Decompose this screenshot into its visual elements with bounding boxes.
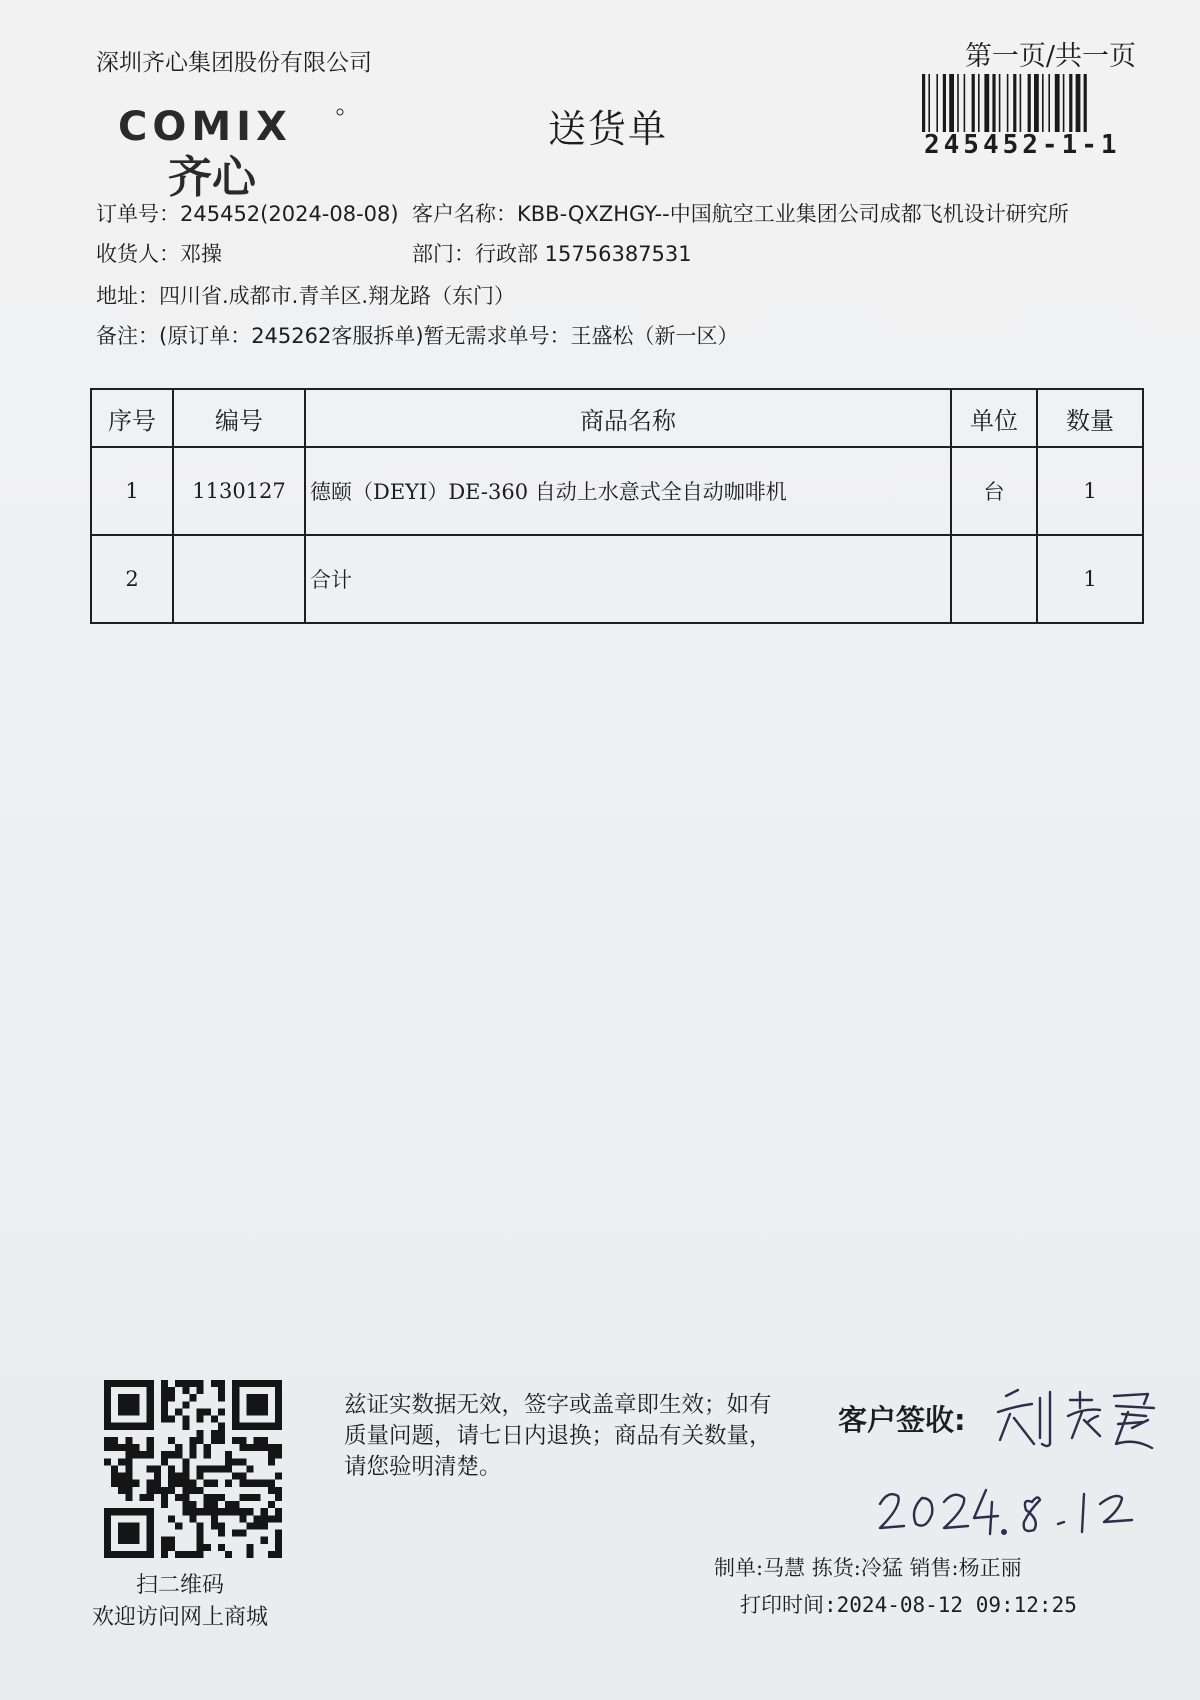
table-header-row (91, 389, 1143, 447)
receiver: 收货人：邓操 (96, 242, 222, 266)
row-index: 2 (91, 535, 173, 623)
company-name: 深圳齐心集团股份有限公司 (96, 50, 372, 76)
row-unit: 台 (951, 447, 1037, 535)
barcode-number: 245452-1-1 (924, 130, 1121, 160)
customer-name: 客户名称：KBB-QXZHGY--中国航空工业集团公司成都飞机设计研究所 (412, 202, 1069, 226)
header-product-name: 商品名称 (305, 389, 951, 447)
row-code (173, 535, 305, 623)
row-product-name: 德颐（DEYI）DE-360 自动上水意式全自动咖啡机 (305, 447, 951, 535)
row-product-name: 合计 (305, 535, 951, 623)
order-number: 订单号：245452(2024-08-08) (96, 202, 399, 226)
address: 地址：四川省.成都市.青羊区.翔龙路（东门） (96, 284, 516, 308)
row-quantity: 1 (1037, 535, 1143, 623)
notice-text: 兹证实数据无效，签字或盖章即生效；如有质量问题，请七日内退换；商品有关数量，请您验明清楚。 (344, 1392, 772, 1480)
row-unit (951, 535, 1037, 623)
comix-logo (118, 100, 348, 200)
header-code: 编号 (173, 389, 305, 447)
table-row-total (91, 535, 1143, 623)
handwritten-signature (988, 1378, 1163, 1458)
print-time: 打印时间:2024-08-12 09:12:25 (740, 1593, 1077, 1617)
table-row (91, 447, 1143, 535)
header-quantity: 数量 (1037, 389, 1143, 447)
qr-caption-scan: 扫二维码 (136, 1573, 225, 1598)
document-title: 送货单 (548, 107, 669, 151)
row-index: 1 (91, 447, 173, 535)
barcode-icon (920, 74, 1140, 132)
row-quantity: 1 (1037, 447, 1143, 535)
qr-caption-welcome: 欢迎访问网上商城 (92, 1605, 269, 1630)
department: 部门：行政部 15756387531 (412, 242, 692, 266)
svg-text:COMIX: COMIX (118, 104, 292, 150)
remark: 备注：(原订单：245262客服拆单)暂无需求单号：王盛松（新一区） (96, 324, 739, 348)
row-code: 1130127 (173, 447, 305, 535)
header-unit: 单位 (951, 389, 1037, 447)
customer-signature-label: 客户签收: (838, 1403, 966, 1437)
staff-line: 制单:马慧 拣货:冷猛 销售:杨正丽 (714, 1556, 1022, 1580)
header-index: 序号 (91, 389, 173, 447)
items-table (90, 388, 1144, 624)
qr-code-icon (104, 1380, 282, 1558)
svg-text:齐心: 齐心 (168, 152, 256, 200)
handwritten-date (874, 1480, 1144, 1544)
page-indicator: 第一页/共一页 (964, 41, 1136, 72)
